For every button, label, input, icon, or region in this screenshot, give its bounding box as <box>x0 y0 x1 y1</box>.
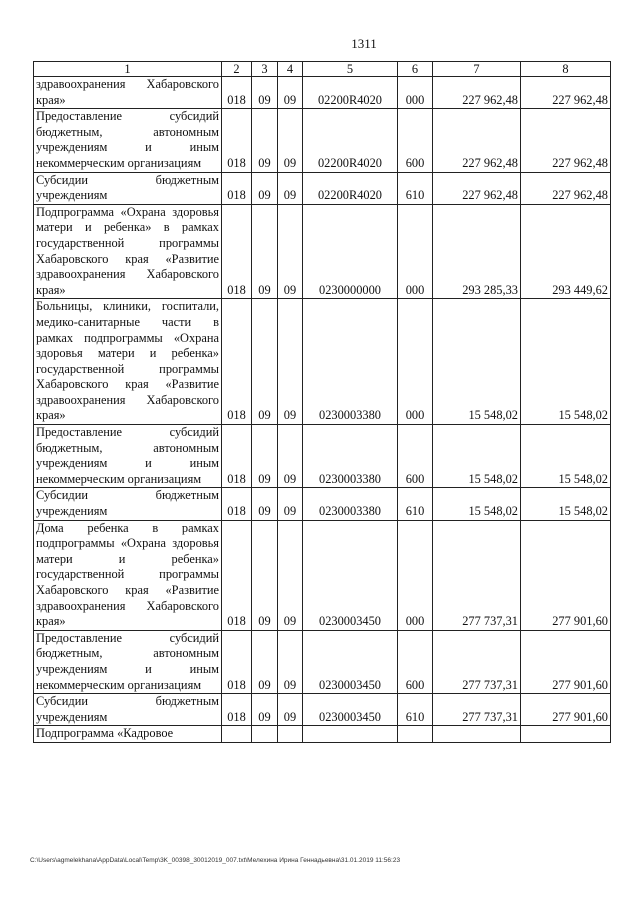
row-c2-cell: 018 <box>222 172 252 204</box>
table-row <box>34 109 611 172</box>
page-number: 1311 <box>351 36 377 51</box>
row-name-cell: Предоставление субсидий бюджетным, автономным учреждениям и иным некоммерческим организациям <box>34 425 222 488</box>
row-c6-cell: 610 <box>398 694 433 726</box>
header-cell: 7 <box>433 62 521 77</box>
row-c4-cell: 09 <box>278 425 303 488</box>
row-c7-cell: 277 737,31 <box>433 694 521 726</box>
row-c7-cell: 227 962,48 <box>433 172 521 204</box>
header-cell: 3 <box>252 62 278 77</box>
row-c2-cell: 018 <box>222 109 252 172</box>
header-cell: 6 <box>398 62 433 77</box>
row-c6-cell: 600 <box>398 425 433 488</box>
row-c2-cell: 018 <box>222 299 252 425</box>
row-c3-cell: 09 <box>252 488 278 520</box>
row-name-cell: Предоставление субсидий бюджетным, автономным учреждениям и иным некоммерческим организациям <box>34 109 222 172</box>
row-c4-cell: 09 <box>278 109 303 172</box>
row-name-cell: Субсидии бюджетным учреждениям <box>34 172 222 204</box>
table-row <box>34 299 611 425</box>
budget-table <box>33 61 611 743</box>
file-path-footer: C:\Users\agmelekhana\AppData\Local\Temp\3K_00398_30012019_007.txt\Мелехина Ирина Геннадьевна\31.01.2019 11:56:23 <box>30 857 401 864</box>
row-c3-cell: 09 <box>252 172 278 204</box>
row-c2-cell: 018 <box>222 204 252 299</box>
row-c5-cell: 02200R4020 <box>303 172 398 204</box>
row-c3-cell: 09 <box>252 299 278 425</box>
row-c5-cell: 0230003450 <box>303 694 398 726</box>
row-c3-cell: 09 <box>252 109 278 172</box>
row-c5-cell: 0230003380 <box>303 299 398 425</box>
row-c6-cell: 610 <box>398 172 433 204</box>
row-c5-cell <box>303 726 398 743</box>
row-name-cell: Подпрограмма «Кадровое <box>34 726 222 743</box>
row-c2-cell: 018 <box>222 425 252 488</box>
row-c4-cell: 09 <box>278 520 303 630</box>
row-c6-cell: 000 <box>398 204 433 299</box>
row-c8-cell: 227 962,48 <box>521 77 611 109</box>
table-row <box>34 77 611 109</box>
table-row <box>34 488 611 520</box>
row-c7-cell: 15 548,02 <box>433 488 521 520</box>
row-c7-cell: 227 962,48 <box>433 109 521 172</box>
row-c8-cell: 15 548,02 <box>521 425 611 488</box>
row-c6-cell: 600 <box>398 630 433 693</box>
row-c2-cell <box>222 726 252 743</box>
row-c5-cell: 02200R4020 <box>303 77 398 109</box>
row-c3-cell: 09 <box>252 520 278 630</box>
table-row <box>34 204 611 299</box>
header-cell: 2 <box>222 62 252 77</box>
row-c8-cell: 227 962,48 <box>521 172 611 204</box>
row-c4-cell: 09 <box>278 77 303 109</box>
row-c6-cell: 610 <box>398 488 433 520</box>
row-c6-cell: 000 <box>398 77 433 109</box>
row-name-cell: Больницы, клиники, госпитали, медико-санитарные части в рамках подпрограммы «Охрана здоровья матери и ребенка» государственной программы Хабаровского края «Развитие здравоохранения Хабаровского края» <box>34 299 222 425</box>
table-header-row <box>34 62 611 77</box>
row-c3-cell: 09 <box>252 694 278 726</box>
row-name-cell: здравоохранения Хабаровского края» <box>34 77 222 109</box>
row-name-cell: Подпрограмма «Охрана здоровья матери и ребенка» в рамках государственной программы Хабаровского края «Развитие здравоохранения Хабаровского края» <box>34 204 222 299</box>
row-c6-cell: 000 <box>398 299 433 425</box>
row-c5-cell: 0230003450 <box>303 630 398 693</box>
row-c4-cell: 09 <box>278 694 303 726</box>
row-c8-cell: 15 548,02 <box>521 488 611 520</box>
row-c4-cell: 09 <box>278 488 303 520</box>
header-cell: 1 <box>34 62 222 77</box>
row-c4-cell: 09 <box>278 299 303 425</box>
row-c3-cell <box>252 726 278 743</box>
row-c8-cell: 277 901,60 <box>521 630 611 693</box>
header-cell: 4 <box>278 62 303 77</box>
table-row <box>34 172 611 204</box>
header-cell: 8 <box>521 62 611 77</box>
row-c5-cell: 0230003380 <box>303 425 398 488</box>
row-c7-cell: 293 285,33 <box>433 204 521 299</box>
row-c5-cell: 0230003450 <box>303 520 398 630</box>
row-c5-cell: 02200R4020 <box>303 109 398 172</box>
row-name-cell: Субсидии бюджетным учреждениям <box>34 488 222 520</box>
row-name-cell: Дома ребенка в рамках подпрограммы «Охрана здоровья матери и ребенка» государственной программы Хабаровского края «Развитие здравоохранения Хабаровского края» <box>34 520 222 630</box>
table-row <box>34 694 611 726</box>
row-c8-cell <box>521 726 611 743</box>
row-c2-cell: 018 <box>222 488 252 520</box>
row-c7-cell: 277 737,31 <box>433 630 521 693</box>
row-c4-cell: 09 <box>278 172 303 204</box>
row-c8-cell: 293 449,62 <box>521 204 611 299</box>
row-c8-cell: 277 901,60 <box>521 694 611 726</box>
row-c6-cell: 000 <box>398 520 433 630</box>
row-c7-cell: 277 737,31 <box>433 520 521 630</box>
row-c3-cell: 09 <box>252 425 278 488</box>
table-row <box>34 520 611 630</box>
row-c4-cell: 09 <box>278 630 303 693</box>
row-c4-cell <box>278 726 303 743</box>
row-c6-cell <box>398 726 433 743</box>
row-c7-cell: 227 962,48 <box>433 77 521 109</box>
row-name-cell: Субсидии бюджетным учреждениям <box>34 694 222 726</box>
row-c4-cell: 09 <box>278 204 303 299</box>
row-c7-cell: 15 548,02 <box>433 425 521 488</box>
row-c6-cell: 600 <box>398 109 433 172</box>
row-name-cell: Предоставление субсидий бюджетным, автономным учреждениям и иным некоммерческим организациям <box>34 630 222 693</box>
row-c3-cell: 09 <box>252 630 278 693</box>
table-row <box>34 726 611 743</box>
table-row <box>34 630 611 693</box>
row-c3-cell: 09 <box>252 204 278 299</box>
row-c2-cell: 018 <box>222 630 252 693</box>
row-c2-cell: 018 <box>222 520 252 630</box>
table-row <box>34 425 611 488</box>
row-c2-cell: 018 <box>222 77 252 109</box>
header-cell: 5 <box>303 62 398 77</box>
row-c5-cell: 0230000000 <box>303 204 398 299</box>
row-c8-cell: 15 548,02 <box>521 299 611 425</box>
row-c7-cell <box>433 726 521 743</box>
row-c7-cell: 15 548,02 <box>433 299 521 425</box>
row-c8-cell: 277 901,60 <box>521 520 611 630</box>
row-c5-cell: 0230003380 <box>303 488 398 520</box>
row-c2-cell: 018 <box>222 694 252 726</box>
row-c8-cell: 227 962,48 <box>521 109 611 172</box>
row-c3-cell: 09 <box>252 77 278 109</box>
